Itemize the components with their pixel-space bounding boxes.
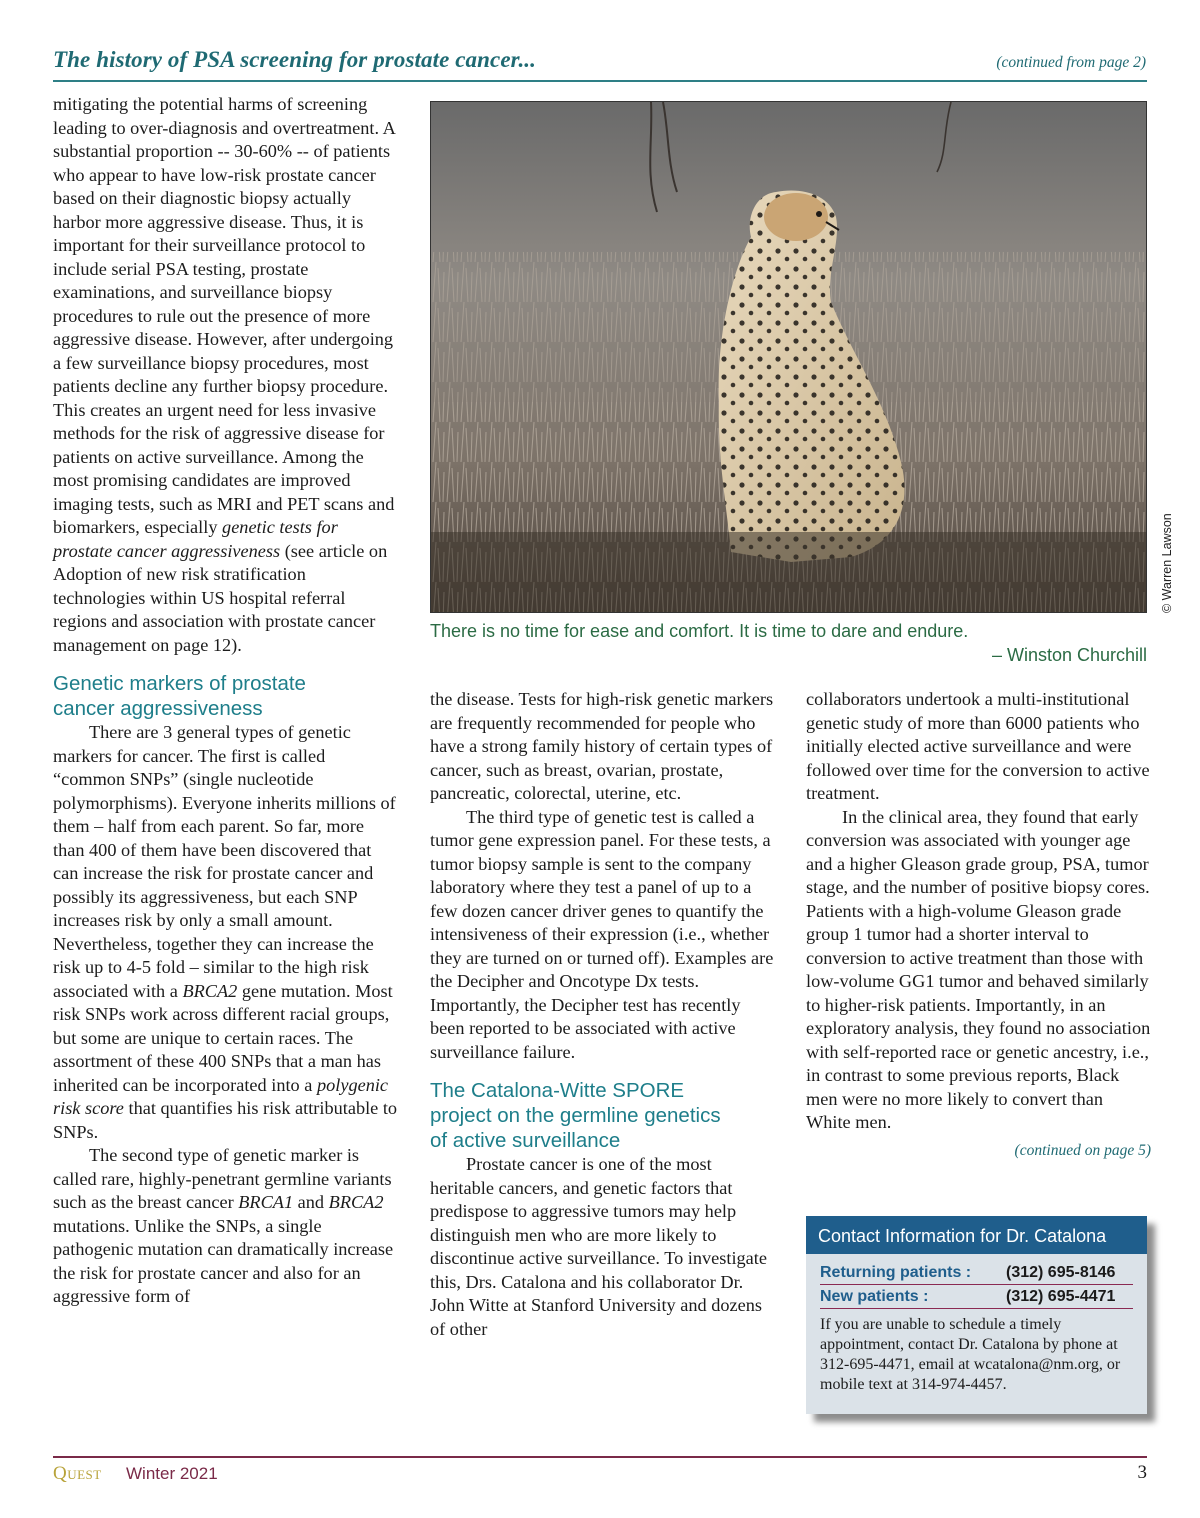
returning-patients-phone: (312) 695-8146	[1006, 1264, 1116, 1281]
text-run: (see article on Adoption of new risk stratification technologies within US hospital referral regions and association with prostate cancer management on page 12).	[53, 540, 388, 655]
article-header-title: The history of PSA screening for prostate cancer...	[53, 47, 537, 72]
photo-caption-quote	[430, 619, 1147, 667]
heading-line: of active surveillance	[430, 1129, 621, 1152]
heading-line: Genetic markers of prostate	[53, 672, 306, 695]
paragraph: The third type of genetic test is called a tumor gene expression panel. For these tests, a tumor biopsy sample is sent to the company laboratory where they test a panel of up to a few dozen cancer driver genes to quantify the intensiveness of their expression (i.e., whether they are turned on or turned off). Examples are the Decipher and Oncotype Dx tests. Importantly, the Decipher test has recently been reported to be associated with active surveillance failure.	[430, 806, 774, 1062]
quote-author: – Winston Churchill	[991, 645, 1147, 665]
text-run: that quantifies his risk attributable to SNPs.	[53, 1098, 398, 1142]
text-run-italic: BRCA1	[238, 1192, 294, 1212]
text-run: mutations. Unlike the SNPs, a single pathogenic mutation can dramatically increase the risk for prostate cancer and also for an aggressive form of	[53, 1215, 394, 1306]
paragraph: Prostate cancer is one of the most heritable cancers, and genetic factors that predispose to aggressive tumors may help distinguish men who are more likely to discontinue active surveillance. To investigate this, Drs. Catalona and his collaborator Dr. John Witte at Stanford University and dozens of other	[430, 1154, 767, 1339]
footer-divider	[53, 1456, 1147, 1458]
paragraph: In the clinical area, they found that early conversion was associated with younger age and a higher Gleason grade group, PSA, tumor stage, and the number of positive biopsy cores. Patients with a high-volume Gleason grade group 1 tumor had a shorter interval to conversion to active treatment than those with low-volume GG1 tumor and behaved similarly to higher-risk patients. Importantly, in an exploratory analysis, they found no association with self-reported race or genetic ancestry, i.e., in contrast to some previous reports, Black men were no more likely to convert than White men.	[806, 806, 1151, 1132]
paragraph: collaborators undertook a multi-institutional genetic study of more than 6000 patients who initially elected active surveillance and were followed over time for the conversion to active treatment.	[806, 689, 1150, 803]
continued-from-label: (continued from page 2)	[996, 54, 1146, 71]
paragraph	[53, 721, 398, 1144]
new-patients-label: New patients :	[820, 1288, 929, 1305]
section-heading-spore-project	[430, 1078, 775, 1153]
text-run-italic: genetic tests for prostate cancer aggressiveness	[53, 517, 338, 561]
returning-patients-label: Returning patients :	[820, 1264, 972, 1281]
header-divider	[53, 80, 1147, 82]
page-number: 3	[1137, 1462, 1147, 1483]
footer-issue-date: Winter 2021	[126, 1464, 218, 1483]
paragraph: the disease. Tests for high-risk genetic markers are frequently recommended for people who have a strong family history of certain types of cancer, such as breast, ovarian, prostate, pancreatic, colorectal, uterine, etc.	[430, 689, 774, 803]
contact-info-box	[806, 1216, 1147, 1414]
quote-text: There is no time for ease and comfort. It is time to dare and endure.	[430, 621, 969, 641]
text-run: The second type of genetic marker is called rare, highly-penetrant germline variants such as the breast cancer	[53, 1145, 392, 1212]
returning-patients-row	[820, 1261, 1133, 1285]
heading-line: project on the germline genetics	[430, 1104, 721, 1127]
contact-instructions: If you are unable to schedule a timely appointment, contact Dr. Catalona by phone at 312-695-4471, email at wcatalona@nm.org, or mobile text at 314-974-4457.	[820, 1316, 1121, 1393]
photo-credit: © Warren Lawson	[1160, 513, 1174, 613]
text-run: mitigating the potential harms of screening leading to over-diagnosis and overtreatment. A substantial proportion -- 30-60% -- of patients who appear to have low-risk prostate cancer based on their diagnostic biopsy actually harbor more aggressive disease. Thus, it is important for their surveillance protocol to include serial PSA testing, prostate examinations, and surveillance biopsy procedures to rule out the presence of more aggressive disease. However, after undergoing a few surveillance biopsy procedures, most patients decline any further biopsy procedure. This creates an urgent need for less invasive methods for the risk of aggressive disease for patients on active surveillance. Among the most promising candidates are improved imaging tests, such as MRI and PET scans and biomarkers, especially	[53, 94, 395, 537]
text-run-italic: BRCA2	[328, 1192, 384, 1212]
contact-box-title: Contact Information for Dr. Catalona	[806, 1216, 1147, 1254]
paragraph	[53, 93, 398, 657]
column-2	[430, 688, 775, 1341]
column-1	[53, 93, 398, 1309]
text-run: and	[293, 1192, 329, 1212]
heading-line: The Catalona-Witte SPORE	[430, 1079, 685, 1102]
section-heading-genetic-markers	[53, 671, 398, 721]
text-run-italic: BRCA2	[182, 980, 238, 1001]
new-patients-row	[820, 1285, 1133, 1309]
footer-brand-logo: Quest	[53, 1463, 102, 1484]
new-patients-phone: (312) 695-4471	[1006, 1288, 1116, 1305]
text-run: gene mutation. Most risk SNPs work across different racial groups, but some are unique to certain races. The assortment of these 400 SNPs that a man has inherited can be incorporated into a	[53, 980, 393, 1095]
cheetah-photo	[430, 101, 1147, 613]
heading-line: cancer aggressiveness	[53, 697, 263, 720]
text-run: There are 3 general types of genetic markers for cancer. The first is called “common SNPs” (single nucleotide polymorphisms). Everyone inherits millions of them – half from each parent. So far, more than 400 of them have been discovered that can increase the risk for prostate cancer and possibly its aggressiveness, but each SNP increases risk by only a small amount. Nevertheless, together they can increase the risk up to 4-5 fold – similar to the high risk associated with a	[53, 722, 396, 1001]
column-3	[806, 688, 1151, 1161]
text-run-italic: polygenic risk score	[53, 1074, 389, 1118]
paragraph	[53, 1144, 398, 1309]
continued-on-label: (continued on page 5)	[1014, 1141, 1151, 1159]
